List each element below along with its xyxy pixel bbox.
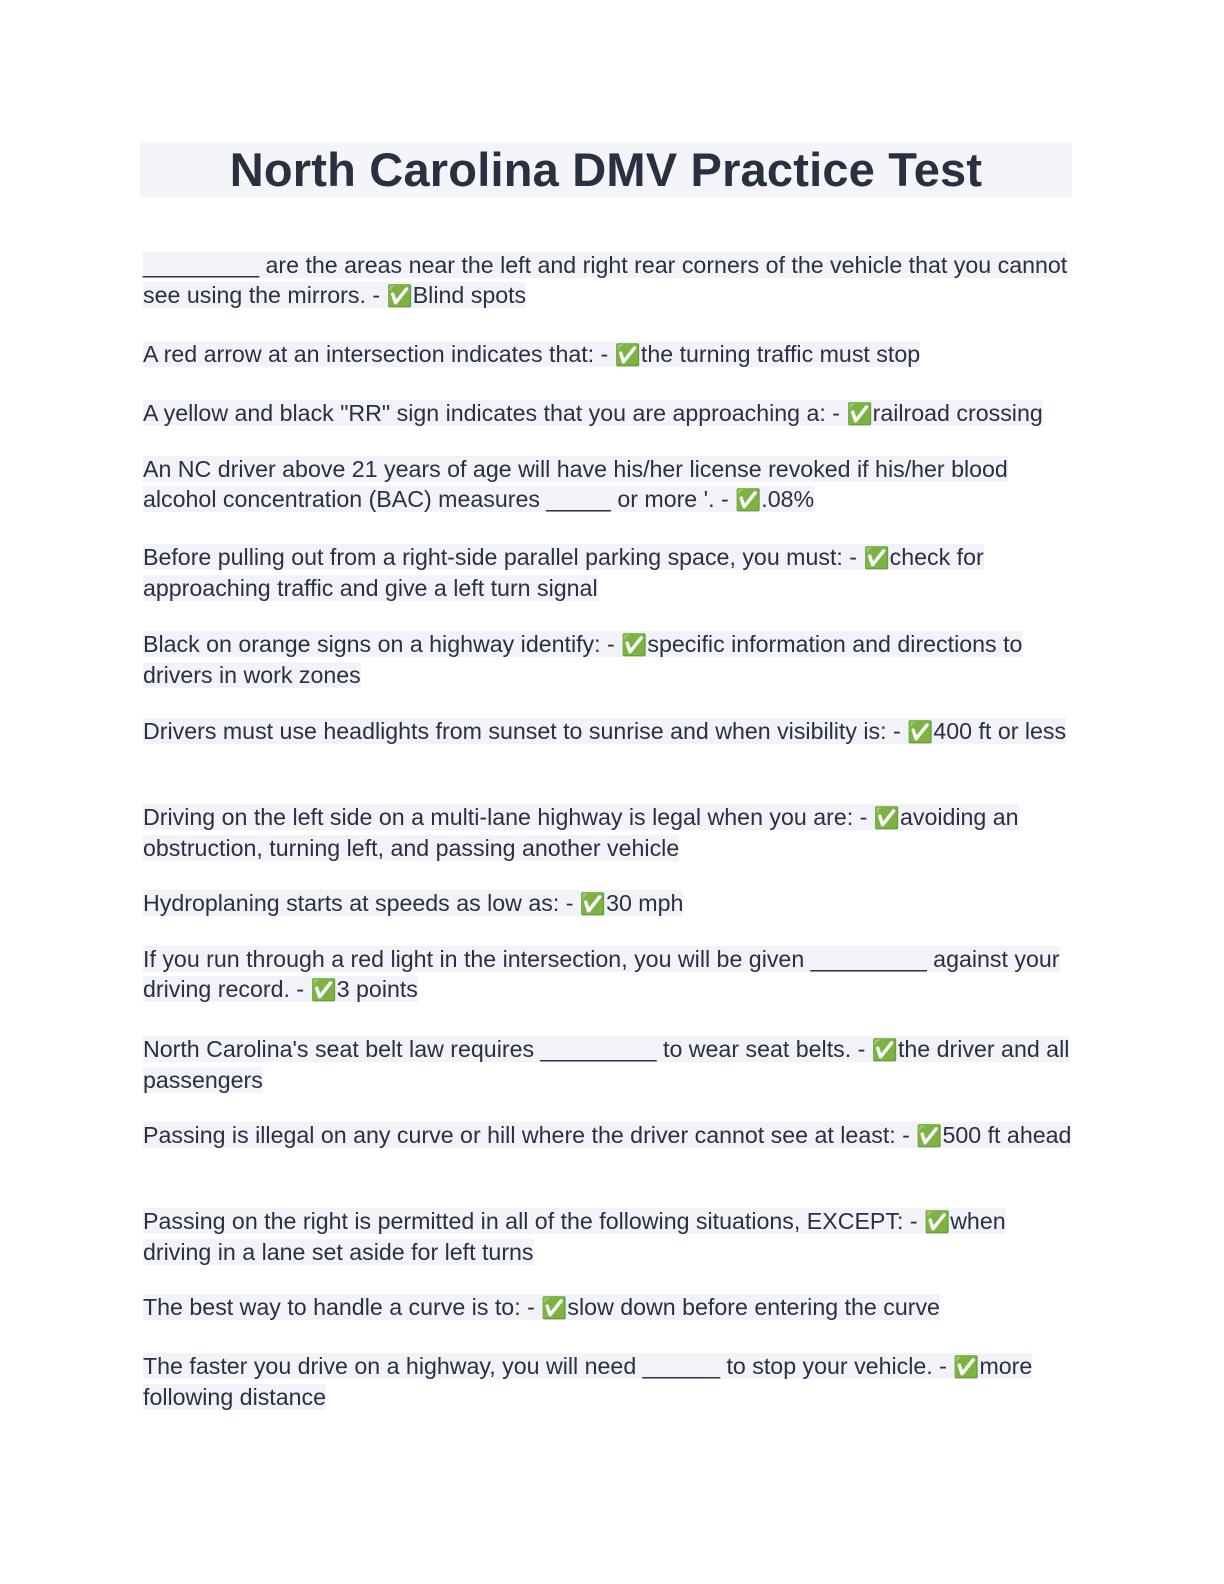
answer-text: slow down before entering the curve bbox=[567, 1294, 940, 1320]
check-icon: ✅ bbox=[953, 1355, 980, 1379]
qa-item bbox=[143, 1207, 1073, 1267]
answer-text: the turning traffic must stop bbox=[640, 341, 921, 367]
answer-text: more following distance bbox=[143, 1353, 1033, 1410]
answer-text: specific information and directions to drivers in work zones bbox=[143, 631, 1023, 688]
qa-item bbox=[143, 1352, 1073, 1412]
check-icon: ✅ bbox=[621, 633, 648, 657]
check-icon: ✅ bbox=[863, 546, 890, 570]
question-text: Before pulling out from a right-side parallel parking space, you must: - bbox=[143, 544, 864, 570]
answer-text: .08% bbox=[761, 485, 815, 512]
check-icon: ✅ bbox=[924, 1210, 951, 1234]
qa-item bbox=[143, 1035, 1073, 1095]
question-text: A yellow and black "RR" sign indicates that you are approaching a: - bbox=[143, 400, 847, 426]
question-text: Driving on the left side on a multi-lane highway is legal when you are: - bbox=[143, 804, 874, 830]
question-text: Passing on the right is permitted in all of the following situations, EXCEPT: - bbox=[143, 1208, 925, 1234]
question-text: Passing is illegal on any curve or hill where the driver cannot see at least: - bbox=[143, 1122, 917, 1148]
qa-item bbox=[143, 1293, 1073, 1324]
answer-text: avoiding an obstruction, turning left, and passing another vehicle bbox=[143, 804, 1019, 861]
qa-item bbox=[143, 543, 1073, 603]
answer-text: Blind spots bbox=[412, 281, 527, 308]
question-text: The best way to handle a curve is to: - bbox=[143, 1294, 542, 1320]
answer-text: 3 points bbox=[336, 975, 418, 1002]
check-icon: ✅ bbox=[579, 892, 607, 916]
answer-text: railroad crossing bbox=[872, 400, 1043, 426]
question-text: Drivers must use headlights from sunset to sunrise and when visibility is: - bbox=[143, 718, 908, 744]
answer-text: when driving in a lane set aside for left turns bbox=[143, 1208, 1006, 1265]
qa-item bbox=[143, 630, 1073, 690]
question-text: An NC driver above 21 years of age will have his/her license revoked if his/her blood alcohol concentration (BAC) measures _____ or more '. - bbox=[143, 456, 1008, 512]
question-text: The faster you drive on a highway, you will need ______ to stop your vehicle. - bbox=[143, 1353, 954, 1379]
question-text: North Carolina's seat belt law requires _________ to wear seat belts. - bbox=[143, 1036, 872, 1062]
answer-text: check for approaching traffic and give a left turn signal bbox=[143, 544, 984, 601]
check-icon: ✅ bbox=[386, 283, 413, 308]
check-icon: ✅ bbox=[873, 806, 900, 830]
qa-item bbox=[143, 340, 1073, 371]
check-icon: ✅ bbox=[846, 402, 873, 426]
qa-item bbox=[143, 251, 1073, 311]
qa-item bbox=[143, 455, 1073, 515]
answer-text: 500 ft ahead bbox=[942, 1122, 1072, 1148]
question-text: If you run through a red light in the intersection, you will be given _________ against your driving record. - bbox=[143, 946, 1060, 1002]
answer-text: the driver and all passengers bbox=[143, 1036, 1070, 1093]
question-text: A red arrow at an intersection indicates that: - bbox=[143, 341, 615, 367]
qa-item bbox=[143, 803, 1073, 863]
check-icon: ✅ bbox=[916, 1124, 943, 1148]
question-text: _________ are the areas near the left and right rear corners of the vehicle that you cannot see using the mirrors. - bbox=[143, 252, 1068, 308]
answer-text: 30 mph bbox=[606, 890, 684, 916]
answer-text: 400 ft or less bbox=[933, 718, 1067, 744]
check-icon: ✅ bbox=[541, 1296, 568, 1320]
check-icon: ✅ bbox=[735, 487, 762, 512]
check-icon: ✅ bbox=[310, 977, 337, 1002]
page-title: North Carolina DMV Practice Test bbox=[229, 143, 983, 196]
question-text: Hydroplaning starts at speeds as low as: - bbox=[143, 890, 580, 916]
question-text: Black on orange signs on a highway identify: - bbox=[143, 631, 622, 657]
qa-item bbox=[143, 945, 1073, 1005]
qa-item bbox=[143, 399, 1073, 430]
qa-item bbox=[143, 717, 1073, 748]
check-icon: ✅ bbox=[614, 343, 641, 367]
qa-item bbox=[143, 889, 1073, 920]
check-icon: ✅ bbox=[871, 1038, 898, 1062]
check-icon: ✅ bbox=[907, 720, 934, 744]
qa-item bbox=[143, 1121, 1073, 1152]
